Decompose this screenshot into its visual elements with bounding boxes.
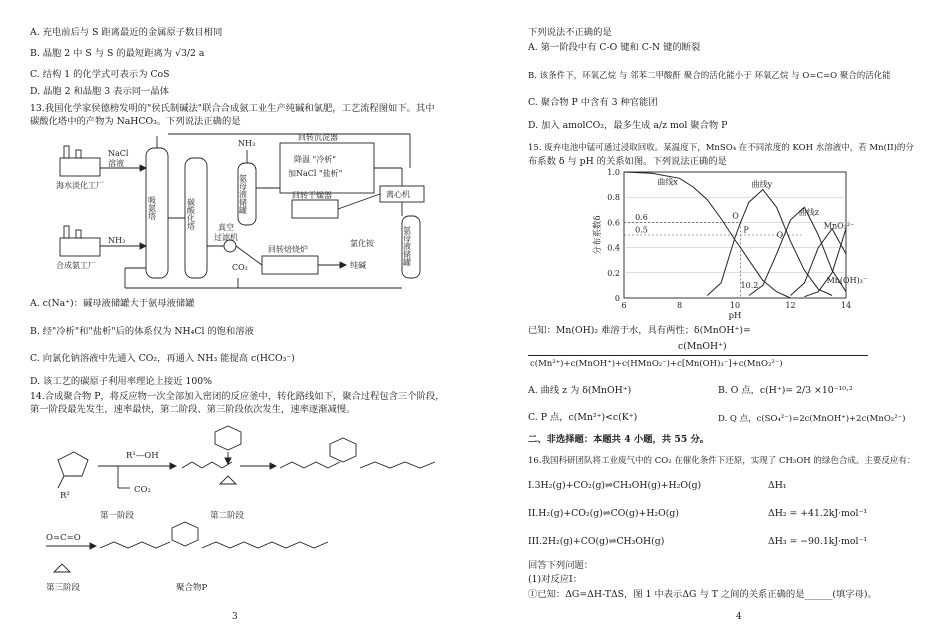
q14-option-d: D. 加入 amolCO₂，最多生成 a/z mol 聚合物 P [528, 120, 728, 131]
annotation-4: 0.6 [635, 212, 648, 222]
q12-option-b: B. 晶胞 2 中 S 与 S 的最短距离为 √3/2 a [30, 48, 205, 59]
annotation-0: O [732, 211, 739, 221]
right-page [478, 0, 950, 639]
epoxide-structure [220, 476, 236, 484]
vacuum-filter-label1: 真空 [218, 223, 234, 232]
q13-option-a: A. c(Na⁺)：碱母液储罐大于氨母液储罐 [30, 298, 195, 309]
annotation-3: 10.2 [740, 280, 759, 290]
x-tick-label: 12 [785, 301, 796, 310]
y-tick-label: 1.0 [607, 168, 620, 177]
series-label-0: 曲线x [657, 177, 678, 187]
sub-question-1: (1)对反应I： [528, 574, 583, 585]
series-label-4: Mn(OH)₃⁻ [826, 275, 868, 285]
x-axis-label: pH [728, 311, 742, 321]
reaction-3-dh: ΔH₃ = −90.1kJ·mol⁻¹ [768, 536, 868, 547]
nh3-left-label: NH₃ [108, 236, 126, 245]
page-number-left: 3 [232, 612, 238, 622]
y-tick-label: 0 [614, 294, 620, 303]
q13-stem-line1: 13.我国化学家侯德榜发明的"侯氏制碱法"联合合成氨工业生产纯碱和氯肥，工艺流程图如下。其中 [30, 103, 435, 114]
reaction-2-dh: ΔH₂ = +41.2kJ·mol⁻¹ [768, 508, 868, 519]
stage3-label: 第三阶段 [46, 583, 81, 593]
settler-line1: 降温 "冷析" [294, 155, 336, 164]
r2-label: R² [60, 491, 70, 501]
q14-tail: 下列说法不正确的是 [528, 27, 612, 38]
rotary-settler [280, 143, 374, 193]
left-page [0, 0, 472, 639]
settler-line2: 加NaCl "盐析" [288, 169, 343, 178]
x-tick-label: 10 [729, 301, 741, 310]
fraction-numerator: c(MnOH⁺) [678, 341, 727, 352]
oco-label: O=C=O [46, 533, 81, 543]
centrifuge-label: 离心机 [386, 190, 410, 199]
q14-option-c: C. 聚合物 P 中含有 3 种官能团 [528, 97, 658, 108]
series-label-1: 曲线y [751, 180, 773, 190]
q14-stem-line2: 第一阶段最先发生，速率最快，第二阶段、第三阶段依次发生，速率逐渐减慢。 [30, 404, 356, 415]
polymer-p-label: 聚合物P [176, 583, 208, 593]
q13-stem-line2: 碳酸化塔中的产物为 NaHCO₃。下列说法正确的是 [30, 116, 241, 127]
annotation-5: 0.5 [635, 225, 648, 235]
absorber-label: 吸氨塔 [147, 196, 157, 220]
q14-option-b: B. 该条件下，环氧乙烷 与 邻苯二甲酸酐 聚合的活化能小于 环氧乙烷 与 O=C=O 聚合的活化能 [528, 71, 891, 81]
q14-option-a: A. 第一阶段中有 C-O 键和 C-N 键的断裂 [528, 42, 701, 53]
q13-option-d: D. 该工艺的碳原子利用率理论上接近 100% [30, 376, 213, 387]
y-tick-label: 0.4 [607, 243, 620, 253]
fraction-denominator: c(Mn²⁺)+c(MnOH⁺)+c(HMnO₂⁻)+c[Mn(OH)₃⁻]+c(MnO₂²⁻) [530, 359, 783, 369]
co2-label: CO₂ [232, 263, 248, 272]
sub-question-1a: ①已知：ΔG=ΔH-TΔS，图 1 中表示ΔG 与 T 之间的关系正确的是______(填字母)。 [528, 589, 877, 600]
x-tick-label: 8 [676, 301, 683, 310]
annotation-2: Q [776, 230, 784, 240]
co2-out-label: CO₂ [134, 485, 151, 495]
plant2-label: 合成氨工厂 [56, 261, 96, 270]
r1oh-label: R¹—OH [126, 451, 159, 461]
series-line-1 [707, 190, 832, 296]
nh3-top-label: NH₃ [238, 139, 256, 148]
distribution-chart [588, 166, 878, 326]
rotary-dryer [292, 200, 338, 218]
q14-stem-line1: 14.合成聚合物 P，将反应物一次全部加入密闭的反应釜中，转化路线如下，聚合过程包含三个阶段， [30, 391, 445, 402]
reaction-3: III.2H₂(g)+CO(g)⇌CH₃OH(g) [528, 536, 665, 547]
nh4cl-label: 氯化铵 [350, 239, 374, 248]
annotation-1: P [743, 225, 749, 235]
series-label-3: MnO₂²⁻ [823, 221, 855, 231]
y-tick-label: 0.2 [607, 268, 620, 278]
q15-stem-line2: 布系数 δ 与 pH 的关系如图。下列说法正确的是 [528, 156, 727, 167]
desalination-factory-icon [60, 158, 100, 176]
q15-option-c: C. P 点，c(Mn²⁺)<c(K⁺) [528, 412, 638, 423]
vacuum-filter-label2: 过滤机 [214, 233, 238, 242]
solution-label: 溶液 [108, 159, 124, 168]
carbonator-label: 碳酸化塔 [186, 198, 196, 230]
settler-title: 回转沉淀器 [298, 133, 338, 142]
page-number-right: 4 [736, 612, 742, 622]
x-tick-label: 14 [840, 301, 852, 310]
q13-option-b: B. 经"冷析"和"盐析"后的体系仅为 NH₄Cl 的饱和溶液 [30, 326, 254, 337]
q15-option-b: B. O 点，c(H⁺)= 2/3 ×10⁻¹⁰·² [718, 385, 853, 396]
reaction-2: II.H₂(g)+CO₂(g)⇌CO(g)+H₂O(g) [528, 508, 679, 519]
soda-label: 纯碱 [350, 261, 366, 270]
q12-option-c: C. 结构 1 的化学式可表示为 CoS [30, 69, 170, 80]
q15-option-d: D. Q 点，c(SO₄²⁻)=2c(MnOH⁺)+2c(MnO₂²⁻) [718, 414, 906, 424]
answer-heading: 回答下列问题： [528, 560, 594, 571]
reaction-scheme [30, 418, 470, 618]
stage2-label: 第二阶段 [210, 511, 245, 521]
process-flow-diagram [30, 128, 470, 298]
ammonia-tank-2-label: 氨母液储罐 [402, 226, 412, 266]
polymer-benzene-ring [172, 522, 198, 546]
plant1-label: 海水淡化工厂 [56, 181, 104, 190]
reaction-1: I.3H₂(g)+CO₂(g)⇌CH₃OH(g)+H₂O(g) [528, 480, 702, 491]
q12-option-d: D. 晶胞 2 和晶胞 3 表示同一晶体 [30, 86, 169, 97]
rotary-calciner [262, 256, 318, 274]
y-tick-label: 0.6 [607, 218, 620, 228]
reaction-1-dh: ΔH₁ [768, 480, 787, 491]
q15-known: 已知：Mn(OH)₂ 难溶于水，具有两性；δ(MnOH⁺)= [528, 325, 751, 336]
ammonia-factory-icon [60, 238, 100, 256]
x-tick-label: 6 [621, 301, 627, 310]
section-2-heading: 二、非选择题：本题共 4 小题，共 55 分。 [528, 434, 710, 445]
phthalic-anhydride-structure [215, 426, 241, 450]
series-label-2: 曲线z [798, 207, 820, 217]
nacl-label: NaCl [108, 149, 129, 158]
nca-ring-structure [58, 452, 88, 476]
q16-stem: 16.我国科研团队将工业废气中的 CO₂ 在催化条件下还原，实现了 CH₃OH 的绿色合成。主要反应有： [528, 456, 916, 466]
q15-option-a: A. 曲线 z 为 δ(MnOH⁺) [528, 385, 632, 396]
y-tick-label: 0.8 [607, 193, 620, 203]
q13-option-c: C. 向氯化钠溶液中先通入 CO₂，再通入 NH₃ 能提高 c(HCO₃⁻) [30, 353, 295, 364]
calciner-label: 回转焙烧炉 [268, 245, 308, 254]
stage1-label: 第一阶段 [100, 511, 135, 521]
y-axis-label: 分布系数δ [593, 215, 603, 255]
q15-stem-line1: 15. 废弃电池中锰可通过浸取回收。某温度下，MnSO₄ 在不同浓度的 KOH 水溶液中，若 Mn(II)的分 [528, 143, 914, 153]
intermediate-chain [182, 462, 232, 468]
dryer-label: 回转干燥器 [292, 191, 332, 200]
fraction-bar [528, 355, 868, 356]
ammonia-tank-label: 氨母液储罐 [238, 174, 248, 214]
q12-option-a: A. 充电前后与 S 距离最近的金属原子数目相同 [30, 27, 223, 38]
series-line-3 [791, 229, 847, 296]
